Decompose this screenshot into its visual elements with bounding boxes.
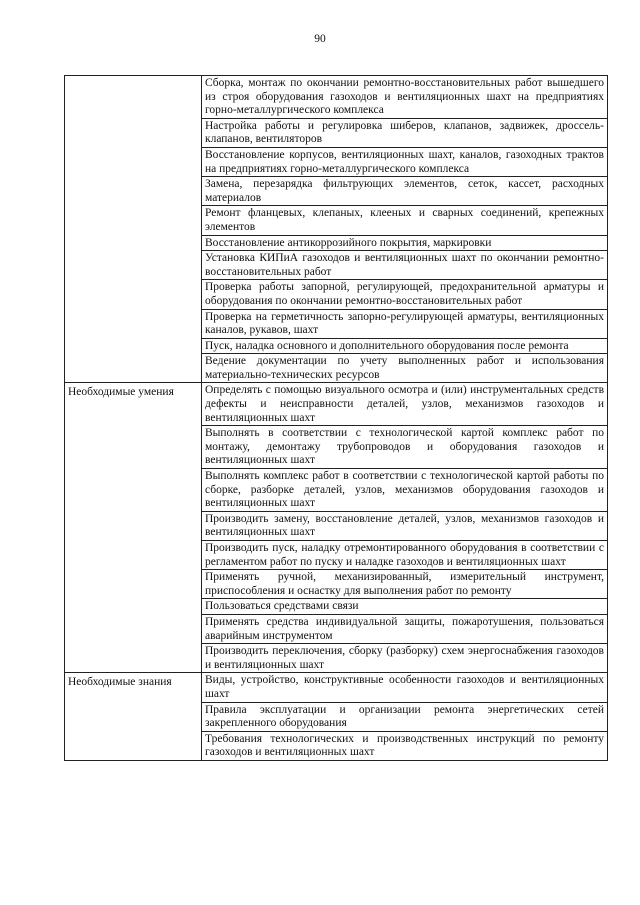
table-cell-item: Замена, перезарядка фильтрующих элементов, сеток, кассет, расходных материалов xyxy=(202,177,608,206)
section-label-required-skills: Необходимые умения xyxy=(65,383,202,673)
table-cell-item: Выполнять комплекс работ в соответствии с технологической картой работы по сборке, разборке деталей, узлов, механизмов оборудования газоходов и вентиляционных шахт xyxy=(202,469,608,512)
requirements-table xyxy=(64,75,608,761)
table-cell-item: Ремонт фланцевых, клепаных, клееных и сварных соединений, крепежных элементов xyxy=(202,206,608,235)
table-cell-item: Применять ручной, механизированный, измерительный инструмент, приспособления и оснастку для выполнения работ по ремонту xyxy=(202,570,608,599)
table-cell-item: Проверка работы запорной, регулирующей, предохранительной арматуры и оборудования по окончании ремонтно-восстановительных работ xyxy=(202,280,608,309)
table-cell-item: Производить замену, восстановление деталей, узлов, механизмов газоходов и вентиляционных шахт xyxy=(202,511,608,540)
table-cell-item: Производить пуск, наладку отремонтированного оборудования в соответствии с регламентом работ по пуску и наладке газоходов и вентиляционных шахт xyxy=(202,541,608,570)
table-cell-item: Виды, устройство, конструктивные особенности газоходов и вентиляционных шахт xyxy=(202,673,608,702)
section-label-labor-actions xyxy=(65,76,202,383)
table-row xyxy=(65,383,608,426)
table-cell-item: Требования технологических и производственных инструкций по ремонту газоходов и вентиляционных шахт xyxy=(202,731,608,760)
table-cell-item: Пуск, наладка основного и дополнительного оборудования после ремонта xyxy=(202,338,608,354)
table-row xyxy=(65,673,608,702)
table-cell-item: Установка КИПиА газоходов и вентиляционных шахт по окончании ремонтно-восстановительных работ xyxy=(202,251,608,280)
table-cell-item: Определять с помощью визуального осмотра и (или) инструментальных средств дефекты и неисправности деталей, узлов, механизмов газоходов и вентиляционных шахт xyxy=(202,383,608,426)
table-cell-item: Проверка на герметичность запорно-регулирующей арматуры, вентиляционных каналов, рукавов, шахт xyxy=(202,309,608,338)
table-cell-item: Восстановление корпусов, вентиляционных шахт, каналов, газоходных трактов на предприятиях горно-металлургического комплекса xyxy=(202,147,608,176)
table-cell-item: Восстановление антикоррозийного покрытия, маркировки xyxy=(202,235,608,251)
table-cell-item: Сборка, монтаж по окончании ремонтно-восстановительных работ вышедшего из строя оборудования газоходов и вентиляционных шахт на предприятиях горно-металлургического комплекса xyxy=(202,76,608,119)
table-row xyxy=(65,76,608,119)
table-cell-item: Производить переключения, сборку (разборку) схем энергоснабжения газоходов и вентиляционных шахт xyxy=(202,644,608,673)
page-number: 90 xyxy=(314,33,326,45)
table-cell-item: Ведение документации по учету выполненных работ и использования материально-технических ресурсов xyxy=(202,354,608,383)
table-cell-item: Пользоваться средствами связи xyxy=(202,599,608,615)
table-cell-item: Применять средства индивидуальной защиты, пожаротушения, пользоваться аварийным инструментом xyxy=(202,614,608,643)
table-cell-item: Настройка работы и регулировка шиберов, клапанов, задвижек, дроссель-клапанов, вентиляторов xyxy=(202,118,608,147)
table-cell-item: Выполнять в соответствии с технологической картой комплекс работ по монтажу, демонтажу трубопроводов и оборудования газоходов и вентиляционных шахт xyxy=(202,426,608,469)
section-label-required-knowledge: Необходимые знания xyxy=(65,673,202,761)
table-cell-item: Правила эксплуатации и организации ремонта энергетических сетей закрепленного оборудования xyxy=(202,702,608,731)
